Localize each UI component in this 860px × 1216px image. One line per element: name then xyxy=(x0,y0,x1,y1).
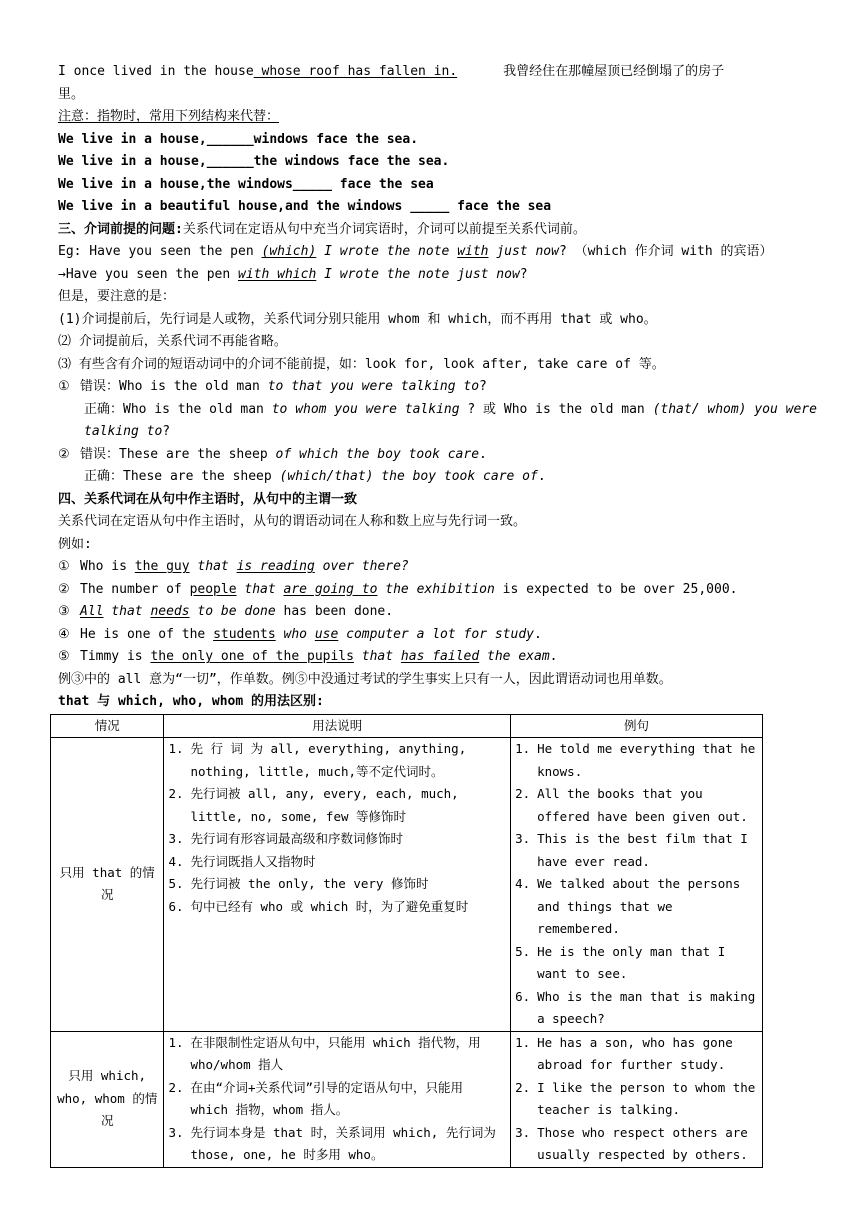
list-item: 3. 先行词有形容词最高级和序数词修饰时 xyxy=(168,831,403,846)
but-line: 但是，要注意的是： xyxy=(58,289,176,304)
eg-text: Eg: Have you seen the pen xyxy=(58,244,262,259)
verb: is reading xyxy=(236,559,315,574)
ex-text: Who is xyxy=(80,559,135,574)
header-examples: 例句 xyxy=(511,714,763,738)
wrong-text: to that you were talking to xyxy=(267,379,480,394)
eg-with: with xyxy=(457,244,489,259)
right-label: 正确：Who is the old man xyxy=(84,401,272,417)
relative-pronoun: that xyxy=(189,559,237,574)
relative-pronoun: that xyxy=(236,581,284,597)
list-item: 2. I like the person to whom the teacher is talking. xyxy=(515,1079,756,1117)
verb: has failed xyxy=(400,649,480,664)
ex-text: The number of xyxy=(80,581,190,597)
list-item: 3. Those who respect others are usually respected by others. xyxy=(515,1124,748,1162)
verb: needs xyxy=(150,604,190,619)
eg-q: ? xyxy=(519,266,528,282)
eg-text-post: I wrote the note just now xyxy=(316,266,520,282)
list-item: 1. He told me everything that he knows. xyxy=(515,741,756,779)
structure-3: We live in a house,the windows_____ face the sea xyxy=(58,176,434,192)
right-text-2: (that/ whom) you were xyxy=(652,401,817,417)
chinese-translation: 我曾经住在那幢屋顶已经倒塌了的房子 xyxy=(503,64,725,79)
circled-number: ① xyxy=(58,559,70,574)
ex2-right xyxy=(58,466,806,489)
document-page xyxy=(57,61,817,1168)
section4-eg-label: 例如: xyxy=(58,536,92,552)
wrong-label: 错误：These are the sheep xyxy=(80,446,276,462)
list-item: 2. All the books that you offered have been given out. xyxy=(515,786,748,824)
rule-1: (1)介词提前后，先行词是人或物，关系代词分别只能用 whom 和 which，而不再用 that 或 who。 xyxy=(58,311,657,327)
circled-number: ⑤ xyxy=(58,649,70,664)
table-row xyxy=(51,738,763,1032)
ex-tail: . xyxy=(549,649,558,664)
structure-4: We live in a beautiful house,and the windows _____ face the sea xyxy=(58,199,552,214)
intro-line-1 xyxy=(58,61,806,84)
eg-text-mid: I wrote the note xyxy=(316,244,458,259)
examples-cell xyxy=(511,738,763,1032)
right-text-cont: talking to xyxy=(84,424,163,439)
list-item: 3. 先行词本身是 that 时，关系词用 which, 先行词为 those, one, he 时多用 who。 xyxy=(168,1124,496,1162)
ex2-wrong xyxy=(58,444,806,467)
right-q: ? xyxy=(162,424,171,439)
antecedent: All xyxy=(80,604,104,619)
section3-heading xyxy=(58,219,806,242)
header-usage: 用法说明 xyxy=(164,714,511,738)
eg-text: →Have you seen the pen xyxy=(58,266,239,282)
list-item: 6. Who is the man that is making a speech? xyxy=(515,988,756,1026)
case-cell: 只用 which, who, whom 的情况 xyxy=(51,1031,164,1167)
intro-line-1-cont xyxy=(0,84,806,107)
right-text: to whom you were talking xyxy=(271,401,460,417)
note-line: 注意：指物时，常用下列结构来代替： xyxy=(58,109,280,124)
section3-eg2 xyxy=(58,264,806,287)
list-item: 1. 先 行 词 为 all, everything, anything, nothing, little, much,等不定代词时。 xyxy=(168,741,467,779)
right-mid: ? 或 Who is the old man xyxy=(459,401,653,417)
list-item: 4. 先行词既指人又指物时 xyxy=(168,853,316,869)
ex-rest: computer a lot for study xyxy=(338,626,534,642)
ex-text: Timmy is xyxy=(80,649,151,664)
right-label: 正确：These are the sheep xyxy=(84,469,280,484)
ex-tail: . xyxy=(533,626,542,642)
list-item: 4. We talked about the persons and things that we remembered. xyxy=(515,876,741,936)
circled-number: ④ xyxy=(58,626,70,642)
circled-number: ① xyxy=(58,379,70,394)
list-item: 5. 先行词被 the only, the very 修饰时 xyxy=(168,876,429,891)
ex1-wrong xyxy=(58,376,806,399)
underlined-clause: whose roof has fallen in. xyxy=(253,64,458,79)
antecedent: students xyxy=(213,626,276,642)
ex-rest: over there? xyxy=(314,559,409,574)
antecedent: the guy xyxy=(134,559,190,574)
circled-number: ② xyxy=(58,446,70,462)
section4-heading: 四、关系代词在从句中作主语时，从句中的主谓一致 xyxy=(58,491,358,507)
usage-cell xyxy=(164,1031,511,1167)
header-case: 情况 xyxy=(51,714,164,738)
examples-cell xyxy=(511,1031,763,1167)
sentence-text: I once lived in the house xyxy=(58,64,254,79)
rule-3: ⑶ 有些含有介词的短语动词中的介词不能前提，如：look for, look after, take care of 等。 xyxy=(58,356,665,372)
case-cell: 只用 that 的情况 xyxy=(51,738,164,1032)
agreement-example-5 xyxy=(58,646,806,669)
list-item: 1. 在非限制性定语从句中，只能用 which 指代物，用 who/whom 指人 xyxy=(168,1034,481,1072)
eg-which: (which) xyxy=(261,244,317,259)
list-item: 2. 在由“介词+关系代词”引导的定语从句中，只能用 which 指物，whom 指人。 xyxy=(168,1079,464,1117)
antecedent: the only one of the pupils xyxy=(150,649,354,664)
ex1-right xyxy=(58,399,817,422)
ex-tail: has been done. xyxy=(275,604,394,619)
section3-eg1 xyxy=(58,241,806,264)
list-item: 1. He has a son, who has gone abroad for further study. xyxy=(515,1034,733,1072)
ex-rest: the exam xyxy=(479,649,550,664)
eg-note: （which 作介词 with 的宾语） xyxy=(566,244,773,259)
ex-rest: to be done xyxy=(189,604,276,619)
verb: use xyxy=(314,626,339,642)
verb: are going to xyxy=(283,581,378,597)
ex-tail: is expected to be over 25,000. xyxy=(494,581,738,597)
table-header-row xyxy=(51,714,763,738)
relative-pronoun: that xyxy=(353,649,401,664)
usage-table xyxy=(50,714,763,1168)
list-item: 5. He is the only man that I want to see. xyxy=(515,943,726,981)
chinese-translation-cont: 里。 xyxy=(58,86,85,102)
structure-2: We live in a house,______the windows face the sea. xyxy=(58,154,450,169)
relative-pronoun: that xyxy=(103,604,151,619)
list-item: 6. 句中已经有 who 或 which 时，为了避免重复时 xyxy=(168,898,469,914)
eg-q: ? xyxy=(558,244,567,259)
antecedent: people xyxy=(189,581,237,597)
table-title: that 与 which, who, whom 的用法区别: xyxy=(58,694,324,709)
list-item: 2. 先行词被 all, any, every, each, much, little, no, some, few 等修饰时 xyxy=(168,786,459,824)
rule-2: ⑵ 介词提前后，关系代词不再能省略。 xyxy=(58,334,287,349)
eg-with-which: with which xyxy=(238,266,317,282)
agreement-example-4 xyxy=(58,624,806,647)
agreement-example-3 xyxy=(58,601,806,624)
wrong-q: ? xyxy=(479,379,487,394)
circled-number: ③ xyxy=(58,604,70,619)
ex-rest: the exhibition xyxy=(377,581,495,597)
right-text: (which/that) the boy took care of xyxy=(279,469,538,484)
ex-text: He is one of the xyxy=(80,626,214,642)
section4-desc: 关系代词在定语从句中作主语时，从句的谓语动词在人称和数上应与先行词一致。 xyxy=(58,514,527,529)
ex1-right-cont xyxy=(58,421,806,444)
list-item: 3. This is the best film that I have ever read. xyxy=(515,831,748,869)
usage-cell xyxy=(164,738,511,1032)
right-end: . xyxy=(537,469,546,484)
relative-pronoun: who xyxy=(275,626,315,642)
agreement-example-1 xyxy=(58,556,806,579)
agreement-example-2 xyxy=(58,579,806,602)
structure-1: We live in a house,______windows face the sea. xyxy=(58,131,419,147)
section-desc: 关系代词在定语从句中充当介词宾语时，介词可以前提至关系代词前。 xyxy=(182,221,586,237)
wrong-end: . xyxy=(479,446,487,462)
wrong-label: 错误：Who is the old man xyxy=(80,379,268,394)
circled-number: ② xyxy=(58,581,70,597)
section4-closing: 例③中的 all 意为“一切”，作单数。例⑤中没通过考试的学生事实上只有一人，因此谓语动词也用单数。 xyxy=(58,671,672,687)
wrong-text: of which the boy took care xyxy=(275,446,480,462)
section-heading: 三、介词前提的问题: xyxy=(58,221,183,237)
eg-text-post: just now xyxy=(488,244,559,259)
table-row xyxy=(51,1031,763,1167)
